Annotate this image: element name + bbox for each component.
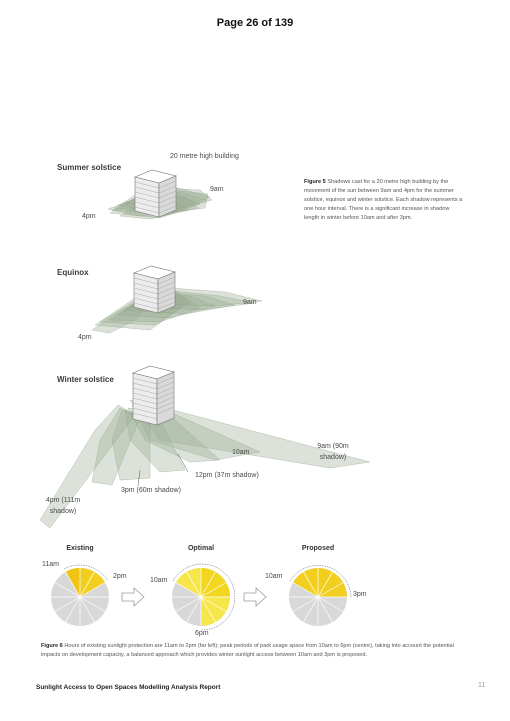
footer-page-number: 11 bbox=[478, 682, 486, 689]
existing-title: Existing bbox=[66, 545, 94, 552]
existing-end-label: 2pm bbox=[113, 573, 127, 580]
equinox-9am-label: 9am bbox=[243, 299, 257, 306]
figure-5-label: Figure 5 bbox=[304, 179, 326, 185]
proposed-circle bbox=[289, 565, 351, 626]
optimal-start-label: 10am bbox=[150, 577, 168, 584]
figure-6-text: Hours of existing sunlight protection are 11am to 2pm (far left); peak periods of park usage space from 10am to 6pm (centre), taking into account the potential impacts on development capacity, a balanced approach which provides winter sunlight access between 10am and 3pm is proposed. bbox=[41, 643, 454, 658]
figure-5-text: Shadows cast for a 20 metre high building by the movement of the sun between 9am and 4pm for the summer solstice, equinox and winter solstice. Each shadow represents a one hour interval. There is a significant increase in shadow length in winter before 10am and after 3pm. bbox=[304, 179, 463, 221]
proposed-end-label: 3pm bbox=[353, 591, 367, 598]
winter-12pm-label: 12pm (37m shadow) bbox=[195, 472, 259, 479]
optimal-title: Optimal bbox=[187, 545, 215, 552]
optimal-circle bbox=[172, 564, 235, 630]
page-header: Page 26 of 139 bbox=[216, 17, 294, 29]
equinox-4pm-label: 4pm bbox=[78, 334, 92, 341]
existing-start-label: 11am bbox=[42, 561, 59, 568]
equinox-shadows bbox=[92, 288, 262, 333]
summer-building bbox=[135, 170, 176, 217]
proposed-title: Proposed bbox=[301, 545, 335, 552]
winter-9am-label: 9am (90m shadow) bbox=[317, 443, 349, 461]
summer-9am-label: 9am bbox=[210, 186, 224, 193]
winter-solstice-title: Winter solstice bbox=[57, 375, 114, 384]
summer-solstice-title: Summer solstice bbox=[57, 163, 122, 172]
winter-10am-label: 10am bbox=[232, 449, 250, 456]
figure-6-caption bbox=[41, 642, 471, 660]
arrow-icon bbox=[244, 588, 266, 606]
summer-4pm-label: 4pm bbox=[82, 213, 96, 220]
existing-circle bbox=[51, 565, 109, 626]
equinox-title: Equinox bbox=[57, 268, 89, 277]
winter-building bbox=[133, 366, 174, 425]
optimal-end-label: 6pm bbox=[195, 630, 209, 637]
winter-3pm-label: 3pm (60m shadow) bbox=[121, 487, 181, 494]
figure-6-label: Figure 6 bbox=[41, 643, 63, 649]
figure-5-caption bbox=[304, 178, 464, 223]
winter-shadows bbox=[40, 400, 370, 528]
proposed-start-label: 10am bbox=[265, 573, 283, 580]
building-label: 20 metre high building bbox=[170, 153, 239, 160]
footer-title: Sunlight Access to Open Spaces Modelling Analysis Report bbox=[36, 684, 221, 691]
arrow-icon bbox=[122, 588, 144, 606]
equinox-building bbox=[134, 266, 175, 313]
winter-4pm-label: 4pm (111m shadow) bbox=[45, 497, 81, 515]
